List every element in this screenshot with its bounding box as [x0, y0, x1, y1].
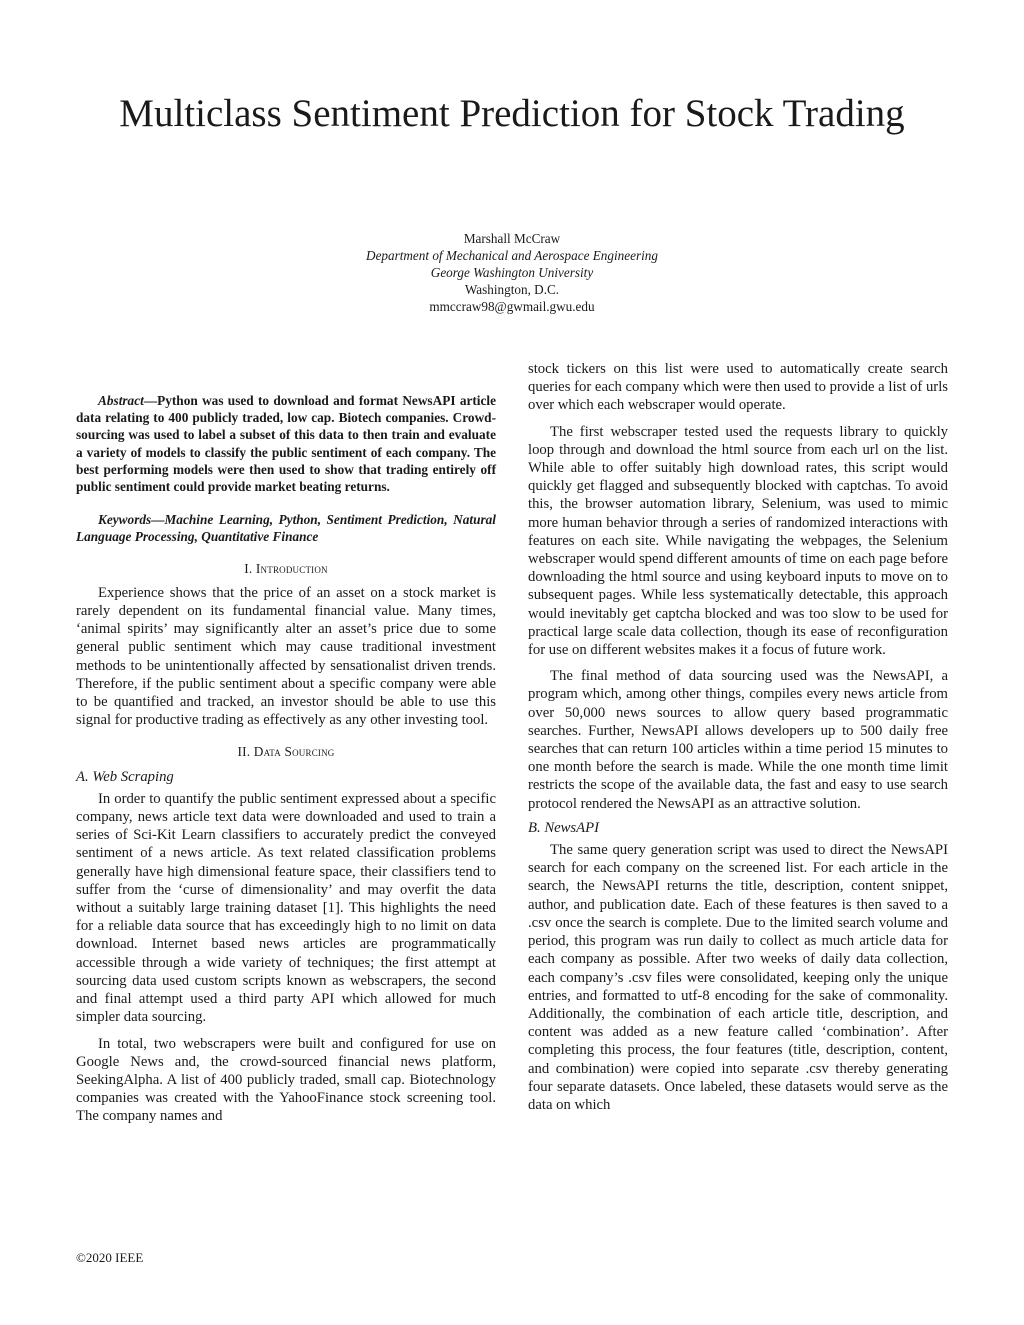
right-column	[528, 360, 948, 1114]
left-column	[76, 392, 496, 1126]
copyright-footer: ©2020 IEEE	[76, 1250, 144, 1265]
web-scraping-paragraph-5: The final method of data sourcing used was the NewsAPI, a program which, among other things, compiles every news article from over 50,000 news sources to allow query based programmatic searches. Further, NewsAPI allows developers up to 500 daily free searches that can return 100 articles within a time period 15 minutes to one month before the search is made. While the one month time limit restricts the scope of the available data, the fast and easy to use search protocol rendered the NewsAPI as an attractive solution.	[528, 668, 948, 812]
section-heading-introduction: I. Introduction	[244, 560, 328, 576]
web-scraping-paragraph-1: In order to quantify the public sentiment expressed about a specific company, news article text data were downloaded and used to train a series of Sci-Kit Learn classifiers to accurately predict the conveyed sentiment of a news article. As text related classification problems generally have high dimensional feature space, their classifiers tend to suffer from the ‘curse of dimensionality’ and may overfit the data without a suitably large training dataset [1]. This highlights the need for a reliable data source that has exceedingly high to no limit on data download. Internet based news articles are programmatically accessible through a wide variety of techniques; the first attempt at sourcing data used custom scripts known as webscrapers, the second and final attempt used a third party API which allowed for much simpler data sourcing.	[76, 790, 496, 1026]
keywords: Keywords—Machine Learning, Python, Sentiment Prediction, Natural Language Processing, Quantitative Finance	[76, 512, 496, 545]
web-scraping-paragraph-4: The first webscraper tested used the requests library to quickly loop through and download the html source from each url on the list. While able to offer suitably high download rates, this script would quickly get flagged and subsequently blocked with captchas. To avoid this, the browser automation library, Selenium, was used to mimic more human behavior through a series of randomized interactions with features on each site. While navigating the webpages, the Selenium webscraper would spend different amounts of time on each page before downloading the html source and using keyboard inputs to move on to subsequent pages. While less systematically detectable, this approach would inevitably get captcha blocked and was too slow to be used for practical large scale data collection, though its ease of reconfiguration for use on different websites makes it a focus of future work.	[528, 423, 948, 659]
author-email: mmccraw98@gwmail.gwu.edu	[429, 299, 595, 314]
paper-title: Multiclass Sentiment Prediction for Stock Trading	[119, 92, 905, 135]
author-name: Marshall McCraw	[463, 231, 561, 246]
author-location: Washington, D.C.	[464, 282, 560, 297]
section-heading-data-sourcing: II. Data Sourcing	[237, 744, 335, 760]
author-block	[262, 230, 762, 315]
web-scraping-paragraph-2: In total, two webscrapers were built and configured for use on Google News and, the crowd-sourced financial news platform, SeekingAlpha. A list of 400 publicly traded, small cap. Biotechnology companies was created with the YahooFinance stock screening tool. The company names and	[76, 1035, 496, 1125]
intro-paragraph: Experience shows that the price of an asset on a stock market is rarely dependent on its fundamental financial value. Many times, ‘animal spirits’ may significantly alter an asset’s price due to some general public sentiment which may cause traditional investment methods to be unintentionally affected by sensationalist driven trends. Therefore, if the public sentiment about a specific company were able to be quantified and tracked, an investor should be able to use this signal for productive trading as effectively as any other investing tool.	[76, 584, 496, 729]
author-department: Department of Mechanical and Aerospace Engineering	[366, 248, 658, 263]
newsapi-paragraph: The same query generation script was used to direct the NewsAPI search for each company on the screened list. For each article in the search, the NewsAPI returns the title, description, content snippet, author, and publication date. Each of these features is then saved to a .csv once the search is complete. Due to the limited search volume and period, this program was run daily to collect as much article data for each company as possible. After two weeks of daily data collection, each company’s .csv files were consolidated, keeping only the unique entries, and formatted to utf-8 encoding for the sake of commonality. Additionally, the combination of each article title, description, and content was added as a new feature called ‘combination’. After completing this process, the four features (title, description, content, and combination) were copied into separate .csv thereby generating four separate datasets. Once labeled, these datasets would serve as the data on which	[528, 842, 948, 1113]
subsection-heading-web-scraping: A. Web Scraping	[76, 768, 174, 785]
subsection-heading-newsapi: B. NewsAPI	[528, 819, 599, 836]
abstract	[76, 392, 496, 495]
abstract-text: —Python was used to download and format NewsAPI article data relating to 400 publicly traded, low cap. Biotech companies. Crowd-sourcing was used to label a subset of this data to then train and evaluate a variety of models to classify the public sentiment of each company. The best performing models were then used to show that trading entirely off public sentiment could provide market beating returns.	[76, 393, 496, 495]
abstract-label: Abstract	[98, 393, 144, 408]
web-scraping-paragraph-3: stock tickers on this list were used to automatically create search queries for each company which were then used to provide a list of urls over which each webscraper would operate.	[528, 361, 948, 414]
author-university: George Washington University	[430, 265, 594, 280]
